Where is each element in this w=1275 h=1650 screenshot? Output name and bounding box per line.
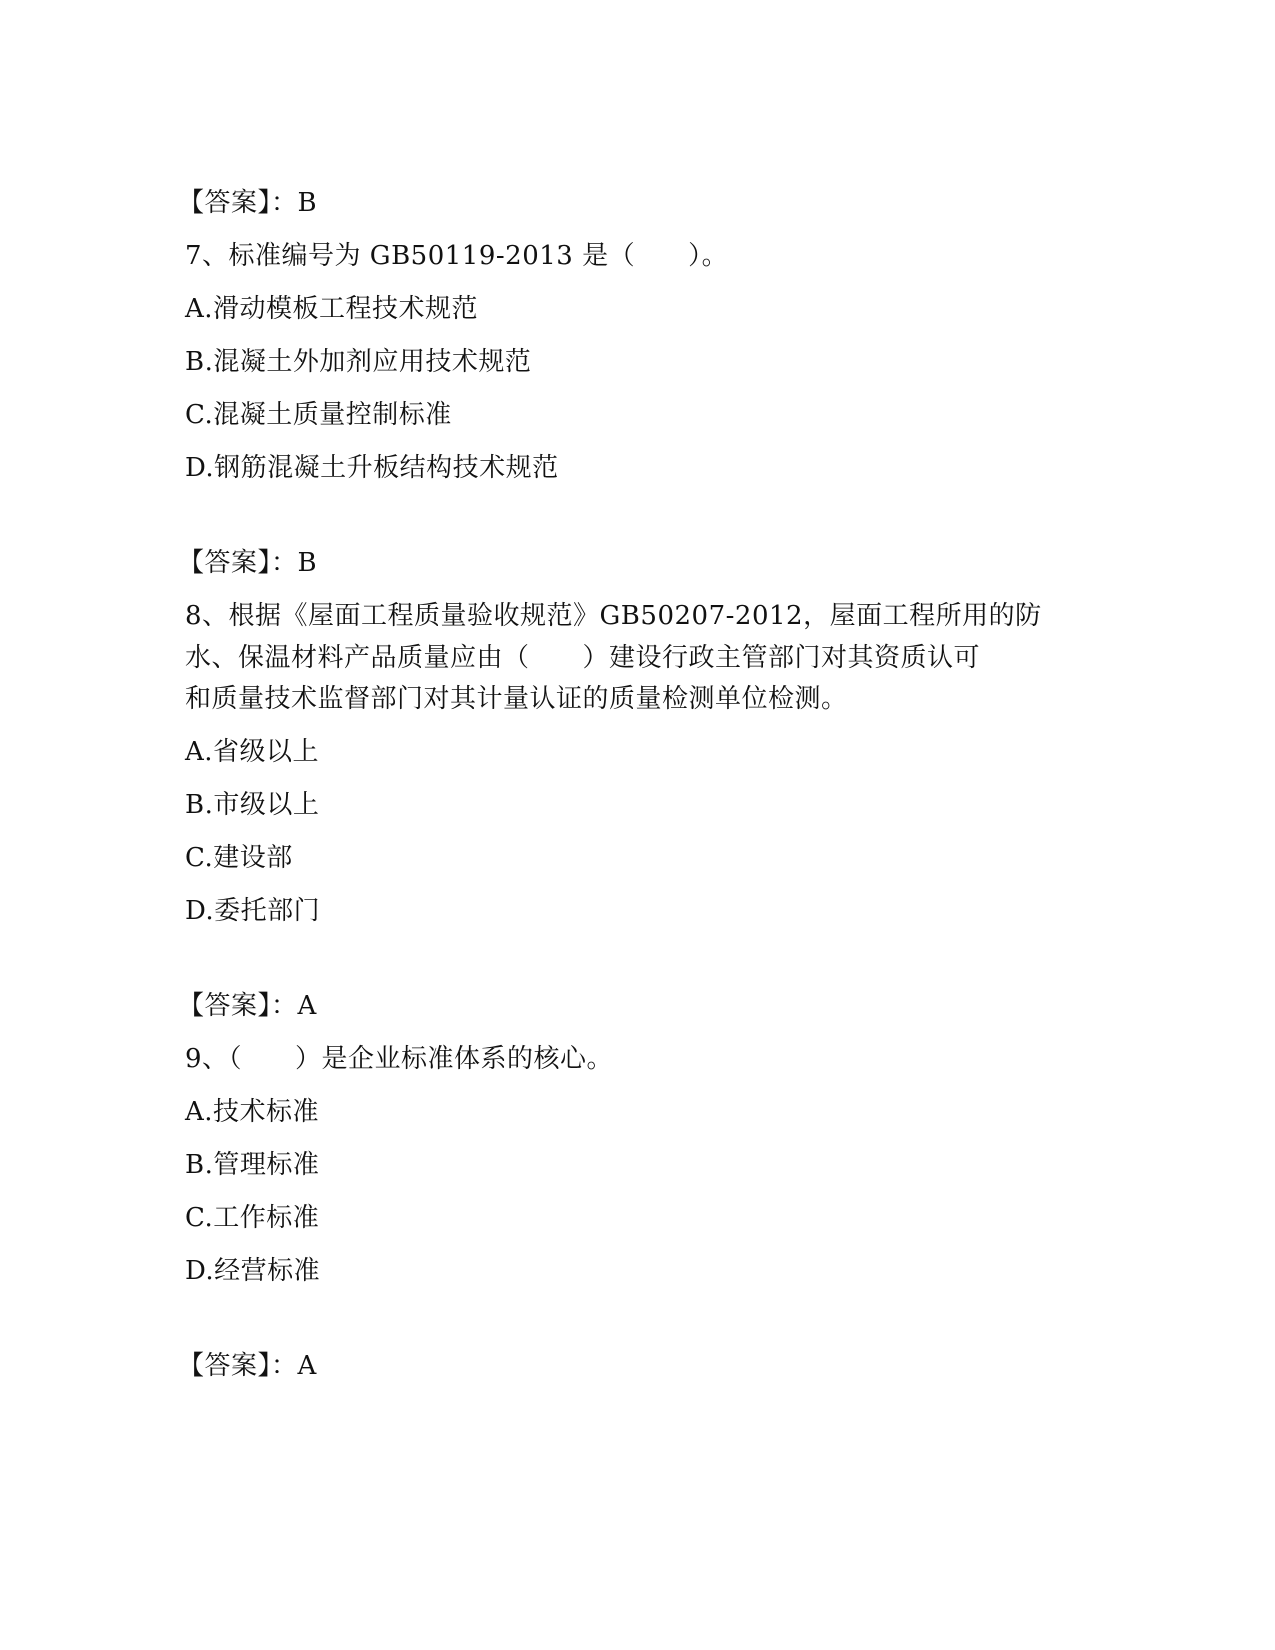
question-9-option-b: B.管理标准 [185,1150,320,1180]
question-8-stem-line-2: 水、保温材料产品质量应由（ ）建设行政主管部门对其资质认可 [185,643,981,673]
question-9-option-c: C.工作标准 [185,1203,320,1233]
answer-previous: 【答案】：B [178,188,318,218]
question-8-stem-line-1: 8、根据《屋面工程质量验收规范》GB50207-2012，屋面工程所用的防 [185,601,1042,631]
question-7-answer: 【答案】：B [178,548,318,578]
question-8-stem-line-3: 和质量技术监督部门对其计量认证的质量检测单位检测。 [185,684,848,714]
question-8-option-d: D.委托部门 [185,896,321,926]
question-7-option-a: A.滑动模板工程技术规范 [185,294,479,324]
question-7-stem: 7、标准编号为 GB50119-2013 是（ ）。 [185,241,729,271]
question-9-stem: 9、（ ）是企业标准体系的核心。 [185,1044,614,1074]
question-8-option-c: C.建设部 [185,843,293,873]
question-8-answer: 【答案】：A [178,991,317,1021]
question-9-answer: 【答案】：A [178,1351,317,1381]
question-8-option-b: B.市级以上 [185,790,320,820]
question-7-option-d: D.钢筋混凝土升板结构技术规范 [185,453,559,483]
question-9-option-d: D.经营标准 [185,1256,321,1286]
question-8-option-a: A.省级以上 [185,737,320,767]
question-9-option-a: A.技术标准 [185,1097,320,1127]
question-7-option-b: B.混凝土外加剂应用技术规范 [185,347,532,377]
question-7-option-c: C.混凝土质量控制标准 [185,400,452,430]
